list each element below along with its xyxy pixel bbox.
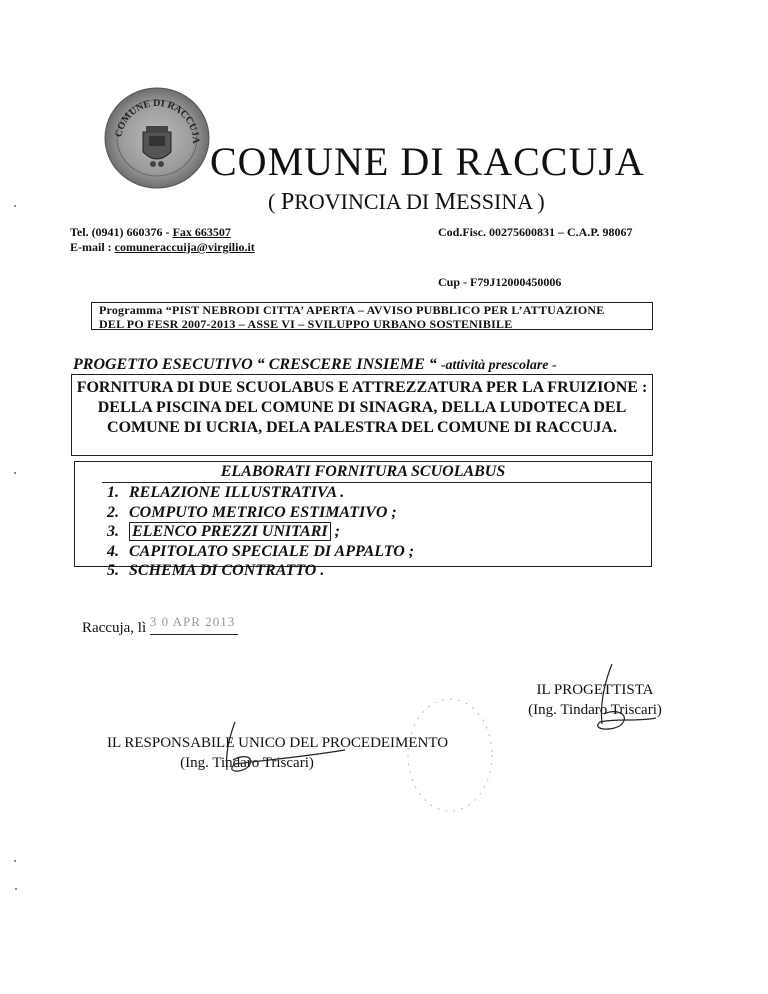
elaborati-heading: ELABORATI FORNITURA SCUOLABUS (220, 463, 506, 480)
highlighted-item: ELENCO PREZZI UNITARI (129, 522, 331, 541)
email-link[interactable]: comuneraccuija@virgilio.it (114, 240, 255, 254)
programma-line-1: Programma “PIST NEBRODI CITTA’ APERTA – AVVISO PUBBLICO PER L’ATTUAZIONE (99, 303, 605, 317)
progetto-title: PROGETTO ESECUTIVO “ CRESCERE INSIEME “ -attività prescolare - (73, 356, 557, 373)
municipal-seal (103, 86, 211, 190)
fornitura-line-1: FORNITURA DI DUE SCUOLABUS E ATTREZZATURA PER LA FRUIZIONE : (76, 379, 648, 396)
list-item: 1. RELAZIONE ILLUSTRATIVA . (107, 484, 345, 501)
list-item: 4. CAPITOLATO SPECIALE DI APPALTO ; (107, 542, 415, 560)
progettista-role: IL PROGETTISTA (536, 682, 654, 698)
list-item: 5. SCHEMA DI CONTRATTO . (107, 562, 325, 579)
list-item: 2. COMPUTO METRICO ESTIMATIVO ; (107, 503, 397, 521)
programma-box (91, 302, 653, 330)
phone-fax-line: Tel. (0941) 660376 - Fax 663507 (70, 225, 231, 239)
contact-block (70, 225, 255, 255)
cup-code: Cup - F79J12000450006 (438, 275, 562, 289)
progettista-signature (560, 660, 680, 740)
date-stamp: 3 0 APR 2013 (149, 614, 236, 629)
document-title: COMUNE DI RACCUJA (210, 139, 645, 184)
programma-line-2: DEL PO FESR 2007-2013 – ASSE VI – SVILUPPO URBANO SOSTENIBILE (99, 317, 513, 331)
fornitura-line-3: COMUNE DI UCRIA, DELA PALESTRA DEL COMUNE DI RACCUJA. (107, 419, 617, 436)
scan-speck (14, 205, 16, 207)
responsabile-name: (Ing. Tindaro Triscari) (180, 755, 314, 771)
codfisc-cap: Cod.Fisc. 00275600831 – C.A.P. 98067 (438, 225, 633, 239)
fornitura-line-2: DELLA PISCINA DEL COMUNE DI SINAGRA, DELLA LUDOTECA DEL (97, 399, 627, 416)
svg-text:COMUNE DI RACCUJA: COMUNE DI RACCUJA (113, 97, 202, 144)
list-item: 3. ELENCO PREZZI UNITARI ; (107, 523, 340, 540)
elaborati-box (74, 461, 652, 579)
scan-speck (15, 888, 17, 890)
document-subtitle: ( PROVINCIA DI MESSINA ) (268, 189, 545, 215)
elaborati-list (107, 483, 414, 581)
faint-stamp (400, 690, 500, 820)
scan-speck (14, 860, 16, 862)
scan-speck (14, 472, 16, 474)
place-date: Raccuja, lì 3 0 APR 2013 (82, 620, 238, 637)
responsabile-signature (195, 720, 355, 780)
fornitura-box (71, 374, 653, 456)
progettista-name: (Ing. Tindaro Triscari) (528, 702, 662, 718)
responsabile-role: IL RESPONSABILE UNICO DEL PROCEDEIMENTO (107, 735, 449, 751)
email-line: E-mail : comuneraccuija@virgilio.it (70, 240, 255, 254)
